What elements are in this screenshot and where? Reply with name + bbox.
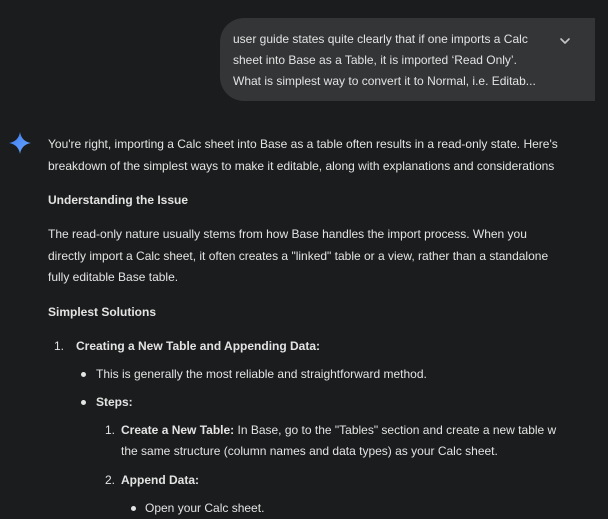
step-text: In Base, go to the "Tables" section and create a new table w xyxy=(234,422,557,437)
step-number: 1. xyxy=(105,422,116,437)
step-number: 2. xyxy=(105,472,116,487)
issue-line: fully editable Base table. xyxy=(48,270,179,284)
chevron-down-icon xyxy=(560,38,570,45)
bullet-text: This is generally the most reliable and straightforward method. xyxy=(96,366,427,381)
list-item xyxy=(48,364,608,385)
bullet-dot xyxy=(131,506,136,511)
user-prompt-line: What is simplest way to convert it to Normal, i.e. Editab... xyxy=(233,74,536,88)
step-title: Create a New Table: xyxy=(121,422,235,437)
solution-title: Creating a New Table and Appending Data: xyxy=(76,338,321,353)
step-item xyxy=(48,470,608,492)
bullet-dot xyxy=(81,372,86,377)
user-prompt-bubble[interactable] xyxy=(220,18,595,101)
list-item xyxy=(48,392,608,413)
bullet-text: Open your Calc sheet. xyxy=(145,501,265,515)
list-number: 1. xyxy=(54,338,65,353)
intro-line: breakdown of the simplest ways to make it editable, along with explanations and considerations xyxy=(48,158,555,173)
solutions-heading: Simplest Solutions xyxy=(48,304,157,319)
user-prompt-line: user guide states quite clearly that if one imports a Calc xyxy=(233,32,528,46)
issue-heading: Understanding the Issue xyxy=(48,193,189,207)
gemini-sparkle-icon xyxy=(9,132,31,154)
intro-paragraph xyxy=(48,134,608,177)
response-body xyxy=(48,134,608,519)
step-line xyxy=(121,420,608,442)
step-title: Append Data: xyxy=(121,472,199,487)
step-item xyxy=(48,420,608,463)
intro-line: You're right, importing a Calc sheet into Base as a table often results in a read-only state. Here's xyxy=(48,137,558,151)
issue-line: The read-only nature usually stems from how Base handles the import process. When you xyxy=(48,227,527,241)
steps-label: Steps: xyxy=(96,394,133,409)
user-prompt-line: sheet into Base as a Table, it is imported ‘Read Only’. xyxy=(233,53,517,67)
bullet-dot xyxy=(81,400,86,405)
issue-line: directly import a Calc sheet, it often creates a "linked" table or a view, rather than a standalone xyxy=(48,248,549,263)
issue-paragraph xyxy=(48,224,608,289)
expand-prompt-button[interactable] xyxy=(557,33,573,49)
step-line: the same structure (column names and data types) as your Calc sheet. xyxy=(121,444,498,458)
list-item xyxy=(48,498,608,519)
solution-item xyxy=(48,336,608,357)
